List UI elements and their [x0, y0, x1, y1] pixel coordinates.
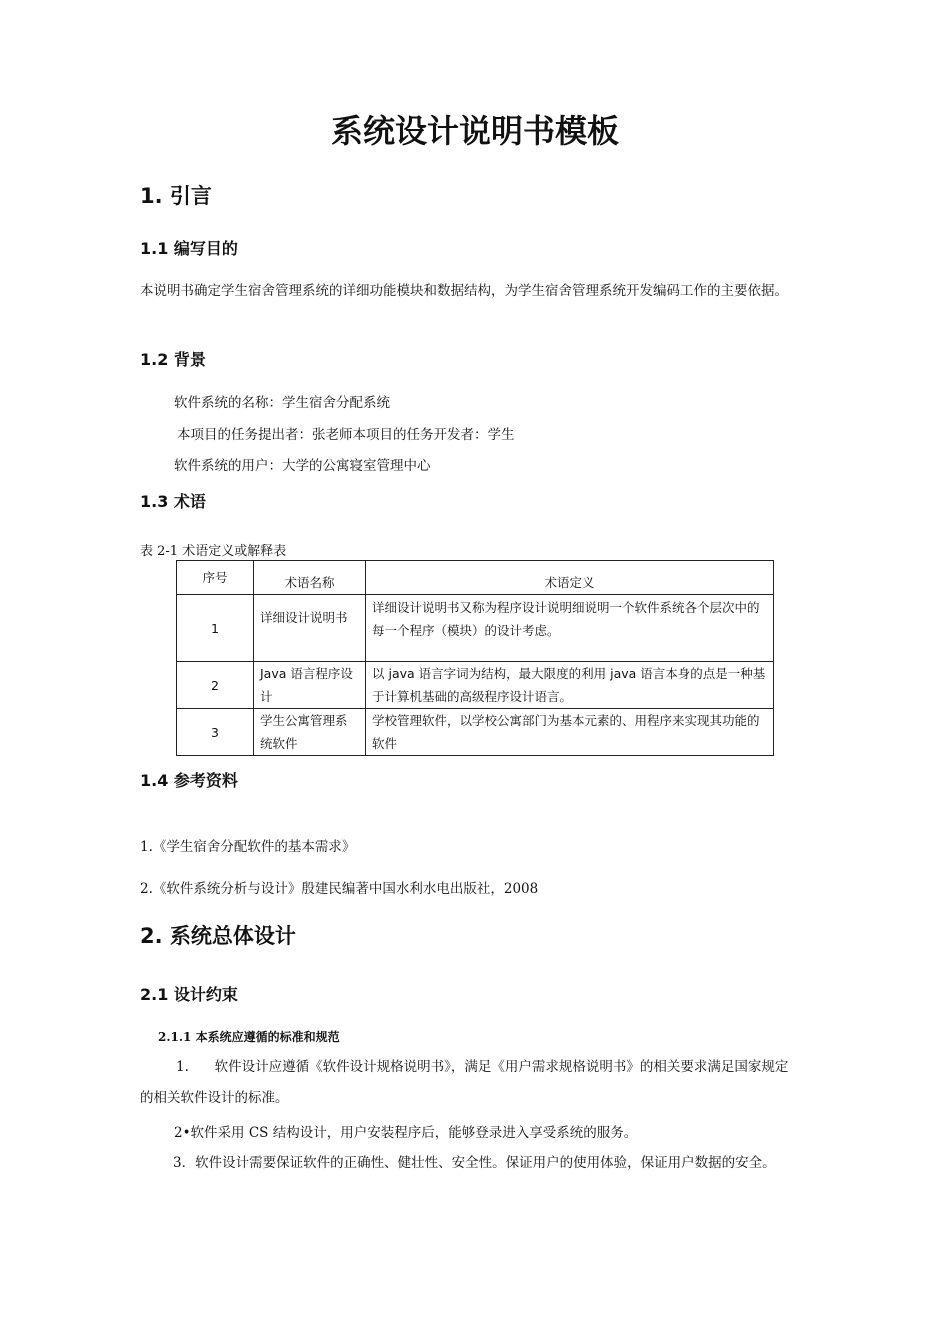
header-term: 术语名称 — [254, 561, 366, 595]
table-row — [177, 595, 774, 662]
cell-term: 学生公寓管理系统软件 — [254, 709, 366, 756]
table-row — [177, 709, 774, 756]
cell-no: 2 — [177, 662, 254, 709]
reference-1: 1.《学生宿舍分配软件的基本需求》 — [140, 839, 356, 855]
section-1-2-heading: 1.2 背景 — [140, 350, 206, 369]
background-line-3: 软件系统的用户：大学的公寓寝室管理中心 — [174, 458, 431, 474]
terms-table — [176, 560, 774, 756]
header-no: 序号 — [177, 561, 254, 595]
section-1-3-heading: 1.3 术语 — [140, 492, 206, 511]
constraint-item-3: 3．软件设计需要保证软件的正确性、健壮性、安全性。保证用户的使用体验，保证用户数据的安全。 — [173, 1155, 776, 1171]
cell-no: 1 — [177, 595, 254, 662]
cell-definition: 详细设计说明书又称为程序设计说明细说明一个软件系统各个层次中的每一个程序（模块）的设计考虑。 — [366, 595, 774, 662]
cell-term: Java 语言程序设计 — [254, 662, 366, 709]
constraint-item-2: 2•软件采用 CS 结构设计，用户安装程序后，能够登录进入享受系统的服务。 — [174, 1125, 638, 1141]
background-line-1: 软件系统的名称：学生宿舍分配系统 — [174, 395, 390, 411]
cell-definition: 以 java 语言字词为结构，最大限度的利用 java 语言本身的点是一种基于计算机基础的高级程序设计语言。 — [366, 662, 774, 709]
cell-no: 3 — [177, 709, 254, 756]
table-row — [177, 662, 774, 709]
reference-2: 2.《软件系统分析与设计》殷建民编著中国水利水电出版社，2008 — [140, 881, 539, 897]
section-1-4-heading: 1.4 参考资料 — [140, 771, 238, 790]
table-header-row — [177, 561, 774, 595]
constraint-item-1: 1. 软件设计应遵循《软件设计规格说明书》，满足《用户需求规格说明书》的相关要求满足国家规定的相关软件设计的标准。 — [140, 1059, 789, 1106]
section-1-1-text: 本说明书确定学生宿舍管理系统的详细功能模块和数据结构，为学生宿舍管理系统开发编码工作的主要依据。 — [140, 283, 788, 299]
section-2-1-heading: 2.1 设计约束 — [140, 985, 238, 1004]
section-1-1-heading: 1.1 编写目的 — [140, 239, 238, 258]
section-2-1-1-heading: 2.1.1 本系统应遵循的标准和规范 — [158, 1030, 340, 1044]
section-1-heading: 1. 引言 — [140, 184, 212, 208]
document-title: 系统设计说明书模板 — [330, 112, 619, 150]
header-definition: 术语定义 — [366, 561, 774, 595]
section-2-heading: 2. 系统总体设计 — [140, 924, 296, 948]
cell-term: 详细设计说明书 — [254, 595, 366, 662]
background-line-2: 本项目的任务提出者：张老师本项目的任务开发者：学生 — [177, 427, 515, 443]
table-caption: 表 2-1 术语定义或解释表 — [140, 544, 287, 559]
cell-definition: 学校管理软件，以学校公寓部门为基本元素的、用程序来实现其功能的软件 — [366, 709, 774, 756]
